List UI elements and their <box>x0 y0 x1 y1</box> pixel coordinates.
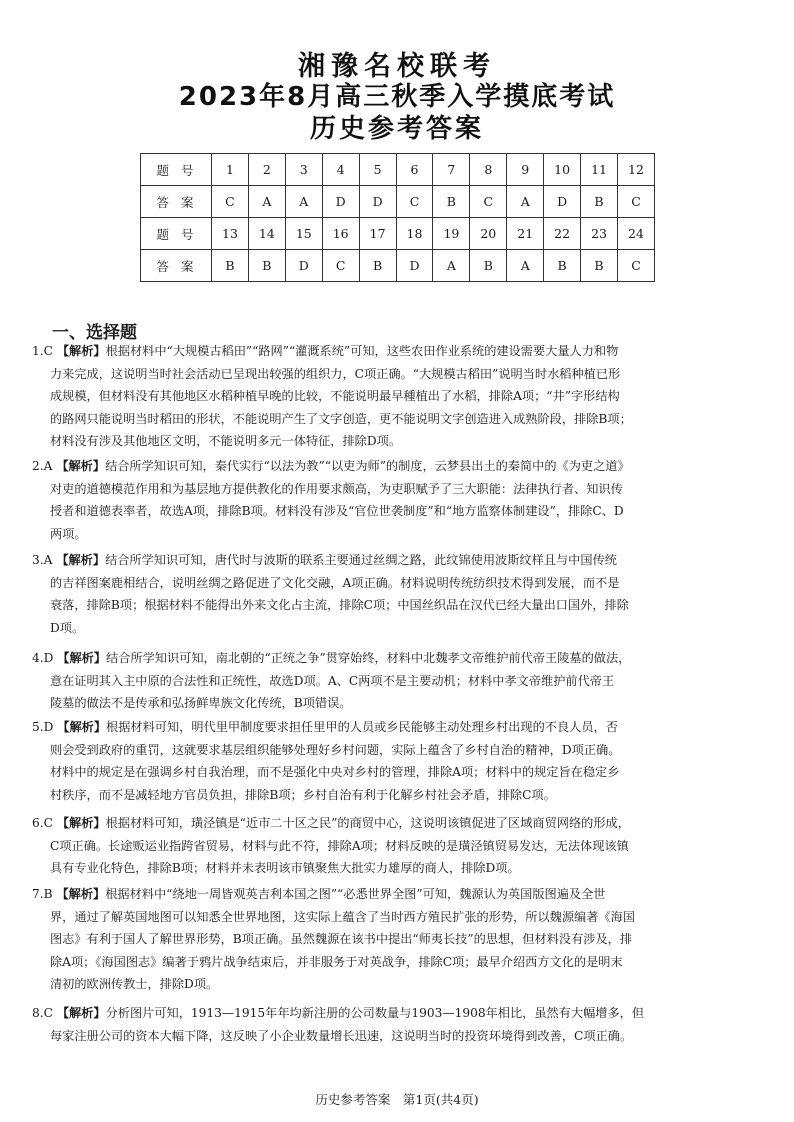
section-heading: 一、选择题 <box>52 323 137 343</box>
analysis-tag: 【解析】 <box>56 1006 106 1020</box>
explanation-line: 对吏的道德模范作用和为基层地方提供教化的作用要求颇高，为吏职赋予了三大职能：法律执行者、知识传 <box>50 481 623 496</box>
row-label-question: 题号 <box>141 154 212 186</box>
question-explanation-3 <box>32 549 756 639</box>
question-number: 19 <box>433 218 470 250</box>
question-number: 8 <box>470 154 507 186</box>
explanation-line: 除A项；《海国图志》编著于鸦片战争结束后，并非服务于对英战争，排除C项；最早介绍西方文化的是明末 <box>50 954 623 969</box>
question-number: 24 <box>617 218 654 250</box>
explanation-line: 的吉祥图案鹿相结合，说明丝绸之路促进了文化交融，A项正确。材料说明传统纺织技术得到发展，而不是 <box>50 575 620 590</box>
explanation-line: 清初的欧洲传教士，排除D项。 <box>50 977 219 992</box>
question-number: 10 <box>544 154 581 186</box>
question-number: 16 <box>322 218 359 250</box>
answer-cell: B <box>433 186 470 218</box>
explanation-line: 则会受到政府的重罚，这就要求基层组织能够处理好乡村问题，实际上蕴含了乡村自治的精神，D项正确。 <box>50 742 621 757</box>
question-number: 6 <box>396 154 433 186</box>
answer-cell: D <box>359 186 396 218</box>
analysis-tag: 【解析】 <box>56 459 106 473</box>
analysis-tag: 【解析】 <box>57 651 107 665</box>
answer-cell: C <box>470 186 507 218</box>
analysis-tag: 【解析】 <box>56 887 106 901</box>
explanation-line: 界，通过了解英国地图可以知悉全世界地图，这实际上蕴含了当时西方殖民扩张的形势，所以魏源编著《海国 <box>50 909 635 924</box>
question-number: 9 <box>507 154 544 186</box>
explanation-text: 结合所学知识可知，南北朝的“正统之争”贯穿始终，材料中北魏孝文帝维护前代帝王陵墓的做法， <box>106 651 631 665</box>
analysis-tag: 【解析】 <box>57 720 107 734</box>
question-answer: 5.D <box>32 720 54 734</box>
explanation-line: 力来完成，这说明当时社会活动已呈现出较强的组织力，C项正确。“大规模古稻田”说明当时水稻种植已形 <box>50 366 621 381</box>
answer-row-2 <box>141 250 655 282</box>
explanation-line <box>32 647 756 670</box>
question-answer: 7.B <box>32 887 53 901</box>
question-explanation-1 <box>32 340 756 453</box>
question-number: 2 <box>248 154 285 186</box>
question-number-row-1 <box>141 154 655 186</box>
answer-cell: B <box>470 250 507 282</box>
answer-row-1 <box>141 186 655 218</box>
explanation-line: 陵墓的做法不是传承和弘扬鲜卑族文化传统，B项错误。 <box>50 696 352 711</box>
answer-cell: A <box>507 250 544 282</box>
question-number: 23 <box>581 218 618 250</box>
question-number: 7 <box>433 154 470 186</box>
question-number: 3 <box>285 154 322 186</box>
answer-cell: A <box>433 250 470 282</box>
question-explanation-8 <box>32 1002 756 1047</box>
explanation-line: 授者和道德表率者，故选A项，排除B项。材料没有涉及“官位世袭制度”和“地方监察体制建设”，排除C、D <box>50 504 624 519</box>
explanation-line <box>32 340 756 363</box>
question-number: 22 <box>544 218 581 250</box>
explanation-line: 衰落，排除B项；根据材料不能得出外来文化占主流，排除C项；中国丝织品在汉代已经大量出口国外，排除 <box>50 598 629 613</box>
question-number: 5 <box>359 154 396 186</box>
question-number: 12 <box>617 154 654 186</box>
answer-cell: B <box>581 250 618 282</box>
answer-key-title: 历史参考答案 <box>309 114 484 144</box>
explanation-line: 村秩序，而不是减轻地方官员负担，排除B项；乡村自治有利于化解乡村社会矛盾，排除C项。 <box>50 787 556 802</box>
analysis-tag: 【解析】 <box>56 553 106 567</box>
explanation-line: 具有专业化特色，排除B项；材料并未表明该市镇聚焦大批实力雄厚的商人，排除D项。 <box>50 861 520 876</box>
question-number-row-2 <box>141 218 655 250</box>
question-number: 1 <box>212 154 249 186</box>
analysis-tag: 【解析】 <box>56 816 106 830</box>
answer-cell: B <box>544 250 581 282</box>
question-answer: 8.C <box>32 1006 53 1020</box>
answer-table <box>140 153 655 282</box>
question-explanation-6 <box>32 812 756 880</box>
explanation-line: 的路网只能说明当时稻田的形状，不能说明产生了文字创造，更不能说明文字创造进入成熟阶段，排除B项； <box>50 411 632 426</box>
answer-cell: C <box>617 186 654 218</box>
explanation-line <box>32 549 756 572</box>
explanation-line <box>32 812 756 835</box>
question-answer: 1.C <box>32 344 53 358</box>
answer-cell: A <box>285 186 322 218</box>
explanation-line: 材料没有涉及其他地区文明，不能说明多元一体特征，排除D项。 <box>50 434 402 449</box>
explanation-line: D项。 <box>50 620 85 635</box>
answer-cell: B <box>212 250 249 282</box>
question-answer: 3.A <box>32 553 53 567</box>
explanation-line <box>32 883 756 906</box>
explanation-text: 根据材料中“大规模古稻田”“路网”“灌溉系统”可知，这些农田作业系统的建设需要大量人力和物 <box>105 344 619 358</box>
explanation-line <box>32 716 756 739</box>
answer-cell: A <box>248 186 285 218</box>
page-footer: 历史参考答案 第1页(共4页) <box>315 1092 479 1107</box>
question-number: 17 <box>359 218 396 250</box>
row-label-answer: 答案 <box>141 186 212 218</box>
question-answer: 6.C <box>32 816 53 830</box>
question-number: 14 <box>248 218 285 250</box>
explanation-line: 图志》有利于国人了解世界形势，B项正确。虽然魏源在该书中提出“师夷长技”的思想，但材料没有涉及，排 <box>50 932 633 947</box>
explanation-text: 分析图片可知，1913—1915年年均新注册的公司数量与1903—1908年相比，虽然有大幅增多，但 <box>105 1006 645 1020</box>
question-explanation-2 <box>32 455 756 545</box>
question-answer: 4.D <box>32 651 54 665</box>
question-number: 13 <box>212 218 249 250</box>
explanation-text: 结合所学知识可知，唐代时与波斯的联系主要通过丝绸之路，此纹锦使用波斯纹样且与中国传统 <box>105 553 617 567</box>
answer-cell: C <box>322 250 359 282</box>
answer-cell: B <box>248 250 285 282</box>
question-explanation-4 <box>32 647 756 715</box>
explanation-line <box>32 1002 756 1025</box>
answer-cell: D <box>396 250 433 282</box>
question-explanation-7 <box>32 883 756 996</box>
answer-cell: C <box>212 186 249 218</box>
answer-cell: C <box>396 186 433 218</box>
analysis-tag: 【解析】 <box>56 344 106 358</box>
question-number: 18 <box>396 218 433 250</box>
exam-org-title: 湘豫名校联考 <box>298 51 496 82</box>
question-number: 15 <box>285 218 322 250</box>
explanation-text: 结合所学知识可知，秦代实行“以法为教”“以吏为师”的制度，云梦县出土的秦简中的《为吏之道》 <box>105 459 630 473</box>
answer-cell: A <box>507 186 544 218</box>
explanation-text: 根据材料可知，璜泾镇是“近市二十区之民”的商贸中心，这说明该镇促进了区域商贸网络的形成， <box>105 816 630 830</box>
explanation-text: 根据材料中“绕地一周皆观英吉利本国之图”“必悉世界全图”可知，魏源认为英国版图遍及全世 <box>105 887 606 901</box>
question-answer: 2.A <box>32 459 53 473</box>
exam-name-title: 2023年8月高三秋季入学摸底考试 <box>178 82 616 112</box>
explanation-line: C项正确。长途贩运业指跨省贸易，材料与此不符，排除A项；材料反映的是璜泾镇贸易发达，无法体现该镇 <box>50 838 629 853</box>
row-label-answer: 答案 <box>141 250 212 282</box>
explanation-line: 每家注册公司的资本大幅下降，这反映了小企业数量增长迅速，这说明当时的投资环境得到改善，C项正确。 <box>50 1028 633 1043</box>
explanation-line: 两项。 <box>50 526 87 541</box>
explanation-line: 意在证明其入主中原的合法性和正统性，故选D项。A、C两项不是主要动机；材料中孝文帝维护前代帝王 <box>50 673 615 688</box>
question-number: 4 <box>322 154 359 186</box>
answer-cell: B <box>359 250 396 282</box>
explanation-line <box>32 455 756 478</box>
answer-cell: B <box>581 186 618 218</box>
explanation-line: 成规模，但材料没有其他地区水稻种植早晚的比较，不能说明最早種植出了水稻，排除A项；“井”字形结构 <box>50 389 620 404</box>
answer-cell: C <box>617 250 654 282</box>
question-number: 21 <box>507 218 544 250</box>
question-number: 20 <box>470 218 507 250</box>
row-label-question: 题号 <box>141 218 212 250</box>
question-explanation-5 <box>32 716 756 806</box>
answer-cell: D <box>285 250 322 282</box>
answer-cell: D <box>544 186 581 218</box>
question-number: 11 <box>581 154 618 186</box>
explanation-line: 材料中的规定是在强调乡村自我治理，而不是强化中央对乡村的管理，排除A项；材料中的规定旨在稳定乡 <box>50 765 620 780</box>
answer-cell: D <box>322 186 359 218</box>
explanation-text: 根据材料可知，明代里甲制度要求担任里甲的人员或乡民能够主动处理乡村出现的不良人员，否 <box>106 720 618 734</box>
